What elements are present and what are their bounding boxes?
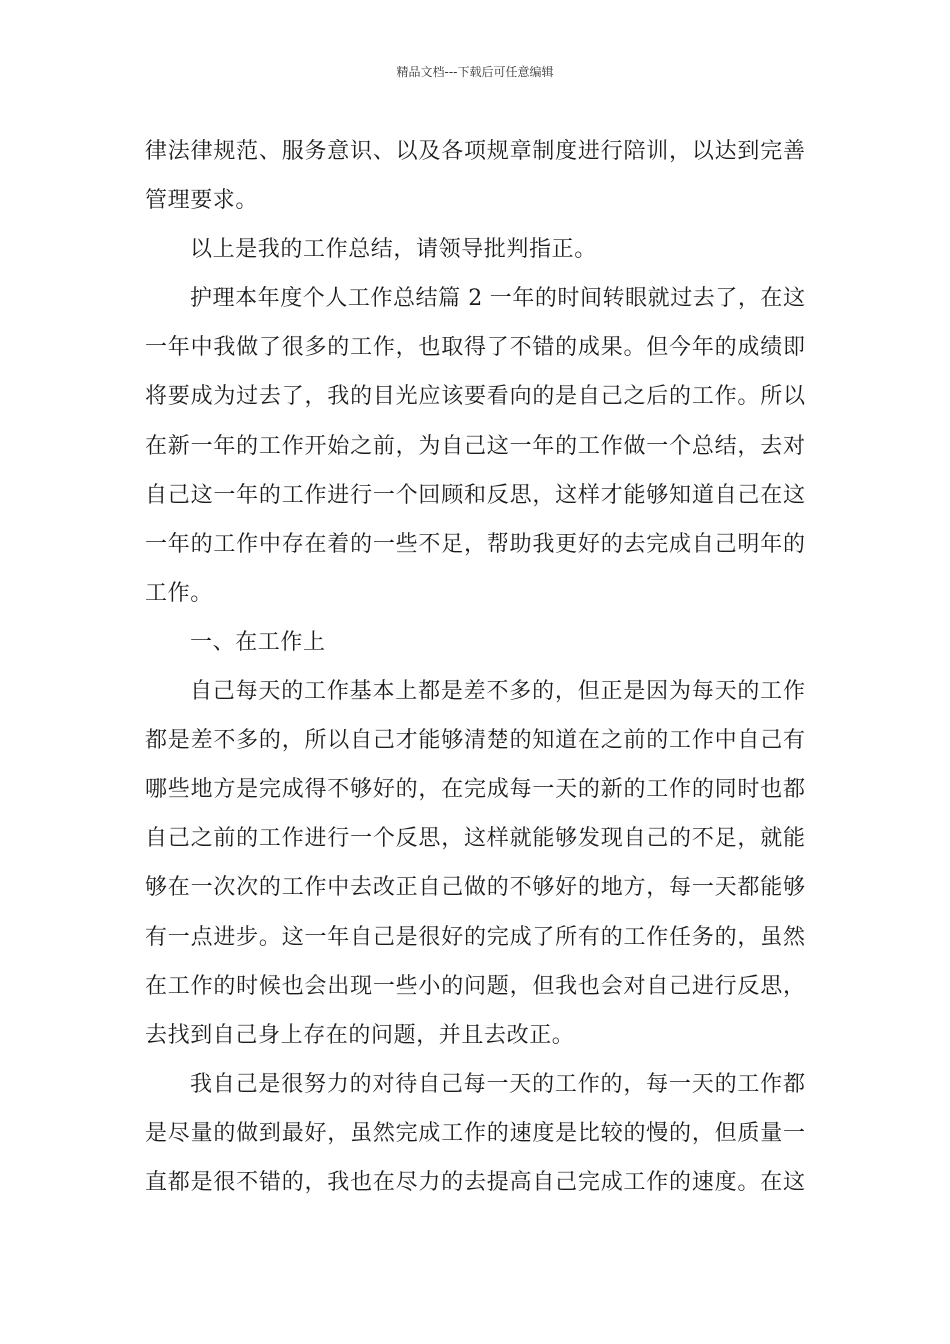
text-line: 是尽量的做到最好，虽然完成工作的速度是比较的慢的，但质量一: [145, 1120, 805, 1146]
document-body: [145, 127, 805, 1207]
text-line: 以上是我的工作总结，请领导批判指正。: [190, 237, 597, 263]
text-line: 都是差不多的，所以自己才能够清楚的知道在之前的工作中自己有: [145, 728, 805, 754]
text-line: 在工作的时候也会出现一些小的问题，但我也会对自己进行反思，: [145, 973, 805, 999]
text-line: 一年中我做了很多的工作，也取得了不错的成果。但今年的成绩即: [145, 335, 805, 361]
text-line: 自己之前的工作进行一个反思，这样就能够发现自己的不足，就能: [145, 826, 805, 852]
text-line: 一年的工作中存在着的一些不足，帮助我更好的去完成自己明年的: [145, 531, 805, 557]
text-line: 自己每天的工作基本上都是差不多的，但正是因为每天的工作: [190, 679, 805, 705]
text-line: 管理要求。: [145, 188, 259, 214]
text-line: 有一点进步。这一年自己是很好的完成了所有的工作任务的，虽然: [145, 924, 805, 950]
text-line: 律法律规范、服务意识、以及各项规章制度进行陪训，以达到完善: [145, 139, 805, 164]
text-line: 自己这一年的工作进行一个回顾和反思，这样才能够知道自己在这: [145, 482, 805, 508]
text-line: 工作。: [145, 580, 213, 606]
text-line: 护理本年度个人工作总结篇 2 一年的时间转眼就过去了，在这: [190, 286, 805, 312]
text-line: 够在一次次的工作中去改正自己做的不够好的地方，每一天都能够: [145, 875, 805, 901]
text-line: 直都是很不错的，我也在尽力的去提高自己完成工作的速度。在这: [145, 1169, 805, 1195]
text-line: 将要成为过去了，我的目光应该要看向的是自己之后的工作。所以: [145, 384, 805, 410]
text-line: 哪些地方是完成得不够好的，在完成每一天的新的工作的同时也都: [145, 777, 805, 803]
text-line: 去找到自己身上存在的问题，并且去改正。: [145, 1022, 575, 1048]
text-line: 在新一年的工作开始之前，为自己这一年的工作做一个总结，去对: [145, 433, 805, 459]
page-header: 精品文档---下载后可任意编辑: [396, 65, 554, 79]
text-line: 一、在工作上: [190, 629, 326, 655]
text-line: 我自己是很努力的对待自己每一天的工作的，每一天的工作都: [190, 1071, 805, 1097]
